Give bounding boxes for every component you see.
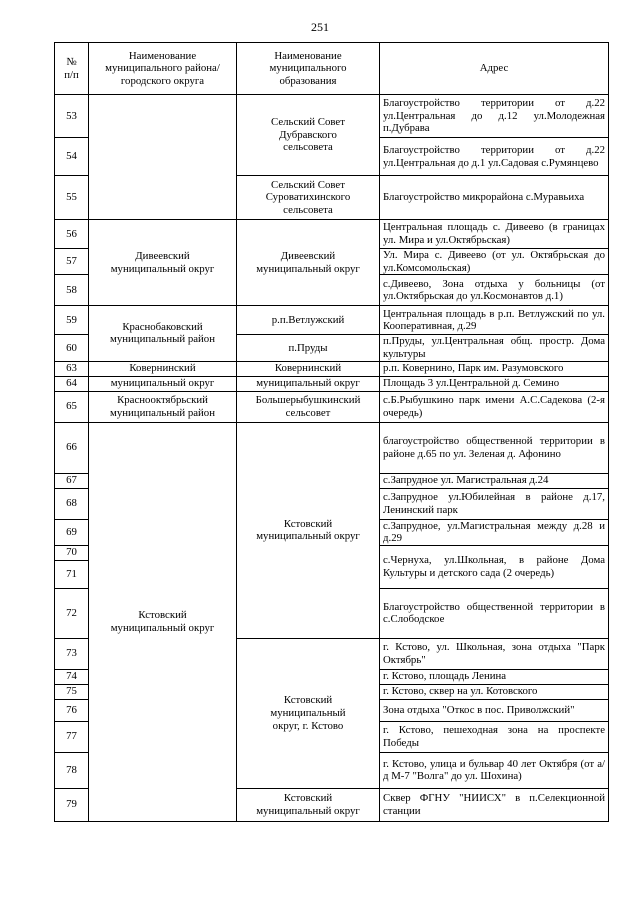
row-number: 65: [55, 391, 89, 422]
address-cell: Благоустройство микрорайона с.Муравьиха: [380, 176, 609, 220]
header-municipality: Наименование муниципального образования: [237, 43, 380, 95]
table-row: [55, 391, 609, 422]
municipality-cell: Большерыбушкинский сельсовет: [237, 391, 380, 422]
district-cell: Кстовский муниципальный округ: [89, 422, 237, 821]
municipality-cell: р.п.Ветлужский: [237, 306, 380, 335]
address-cell: Благоустройство территории от д.22 ул.Центральная до д.1 ул.Садовая с.Румянцево: [380, 138, 609, 176]
municipality-cell: Ковернинский: [237, 361, 380, 376]
address-cell: Центральная площадь в р.п. Ветлужский по ул. Кооперативная, д.29: [380, 306, 609, 335]
row-number: 64: [55, 376, 89, 391]
row-number: 60: [55, 335, 89, 361]
row-number: 72: [55, 588, 89, 638]
row-number: 73: [55, 638, 89, 669]
municipality-cell: Сельский Совет Суроватихинского сельсовета: [237, 176, 380, 220]
address-cell: с.Дивеево, Зона отдыха у больницы (от ул.Октябрьская до ул.Космонавтов д.1): [380, 275, 609, 306]
district-cell: Дивеевский муниципальный округ: [89, 220, 237, 306]
table-row: [55, 220, 609, 249]
header-address: Адрес: [380, 43, 609, 95]
address-cell: Сквер ФГНУ "НИИСХ" в п.Селекционной станции: [380, 788, 609, 821]
row-number: 74: [55, 669, 89, 684]
address-cell: Площадь 3 ул.Центральной д. Семино: [380, 376, 609, 391]
addresses-table: [54, 42, 609, 822]
table-row: [55, 422, 609, 473]
row-number: 77: [55, 721, 89, 752]
row-number: 55: [55, 176, 89, 220]
row-number: 66: [55, 422, 89, 473]
row-number: 67: [55, 473, 89, 488]
row-number: 75: [55, 684, 89, 699]
address-cell: г. Кстово, сквер на ул. Котовского: [380, 684, 609, 699]
municipality-cell: Кстовский муниципальный округ: [237, 422, 380, 638]
address-cell: с.Чернуха, ул.Школьная, в районе Дома Культуры и детского сада (2 очередь): [380, 545, 609, 588]
row-number: 68: [55, 488, 89, 519]
table-row: [55, 306, 609, 335]
municipality-cell: Кстовский муниципальный округ: [237, 788, 380, 821]
address-cell: Центральная площадь с. Дивеево (в границах ул. Мира и ул.Октябрьская): [380, 220, 609, 249]
row-number: 78: [55, 752, 89, 788]
header-number: № п/п: [55, 43, 89, 95]
address-cell: с.Запрудное, ул.Магистральная между д.28 и д.29: [380, 519, 609, 545]
row-number: 53: [55, 95, 89, 138]
district-cell: муниципальный округ: [89, 376, 237, 391]
address-cell: г. Кстово, пешеходная зона на проспекте Победы: [380, 721, 609, 752]
table-header-row: [55, 43, 609, 95]
address-cell: Благоустройство территории от д.22 ул.Центральная до д.12 ул.Молодежная п.Дубрава: [380, 95, 609, 138]
row-number: 69: [55, 519, 89, 545]
district-cell: Краснооктябрьский муниципальный район: [89, 391, 237, 422]
address-cell: г. Кстово, улица и бульвар 40 лет Октября (от а/д М-7 "Волга" до ул. Шохина): [380, 752, 609, 788]
district-cell: [89, 95, 237, 220]
row-number: 54: [55, 138, 89, 176]
row-number: 70: [55, 545, 89, 560]
address-cell: с.Запрудное ул. Магистральная д.24: [380, 473, 609, 488]
address-cell: Благоустройство общественной территории в с.Слободское: [380, 588, 609, 638]
page-number: 251: [311, 20, 329, 34]
address-cell: Ул. Мира с. Дивеево (от ул. Октябрьская до ул.Комсомольская): [380, 249, 609, 275]
municipality-cell: Дивеевский муниципальный округ: [237, 220, 380, 306]
row-number: 59: [55, 306, 89, 335]
row-number: 58: [55, 275, 89, 306]
header-district: Наименование муниципального района/ городского округа: [89, 43, 237, 95]
address-cell: благоустройство общественной территории в районе д.65 по ул. Зеленая д. Афонино: [380, 422, 609, 473]
address-cell: п.Пруды, ул.Центральная общ. простр. Дома культуры: [380, 335, 609, 361]
address-cell: г. Кстово, площадь Ленина: [380, 669, 609, 684]
row-number: 56: [55, 220, 89, 249]
table-row: [55, 95, 609, 138]
municipality-cell: Кстовский муниципальный округ, г. Кстово: [237, 638, 380, 788]
row-number: 79: [55, 788, 89, 821]
row-number: 57: [55, 249, 89, 275]
district-cell: Краснобаковский муниципальный район: [89, 306, 237, 361]
address-cell: с.Запрудное ул.Юбилейная в районе д.17, Ленинский парк: [380, 488, 609, 519]
municipality-cell: п.Пруды: [237, 335, 380, 361]
municipality-cell: муниципальный округ: [237, 376, 380, 391]
address-cell: г. Кстово, ул. Школьная, зона отдыха "Парк Октябрь": [380, 638, 609, 669]
row-number: 71: [55, 560, 89, 588]
address-cell: с.Б.Рыбушкино парк имени А.С.Садекова (2-я очередь): [380, 391, 609, 422]
table-row: [55, 376, 609, 391]
table-row: [55, 361, 609, 376]
district-cell: Ковернинский: [89, 361, 237, 376]
address-cell: р.п. Ковернино, Парк им. Разумовского: [380, 361, 609, 376]
municipality-cell: Сельский Совет Дубравского сельсовета: [237, 95, 380, 176]
row-number: 76: [55, 699, 89, 721]
address-cell: Зона отдыха "Откос в пос. Приволжский": [380, 699, 609, 721]
row-number: 63: [55, 361, 89, 376]
